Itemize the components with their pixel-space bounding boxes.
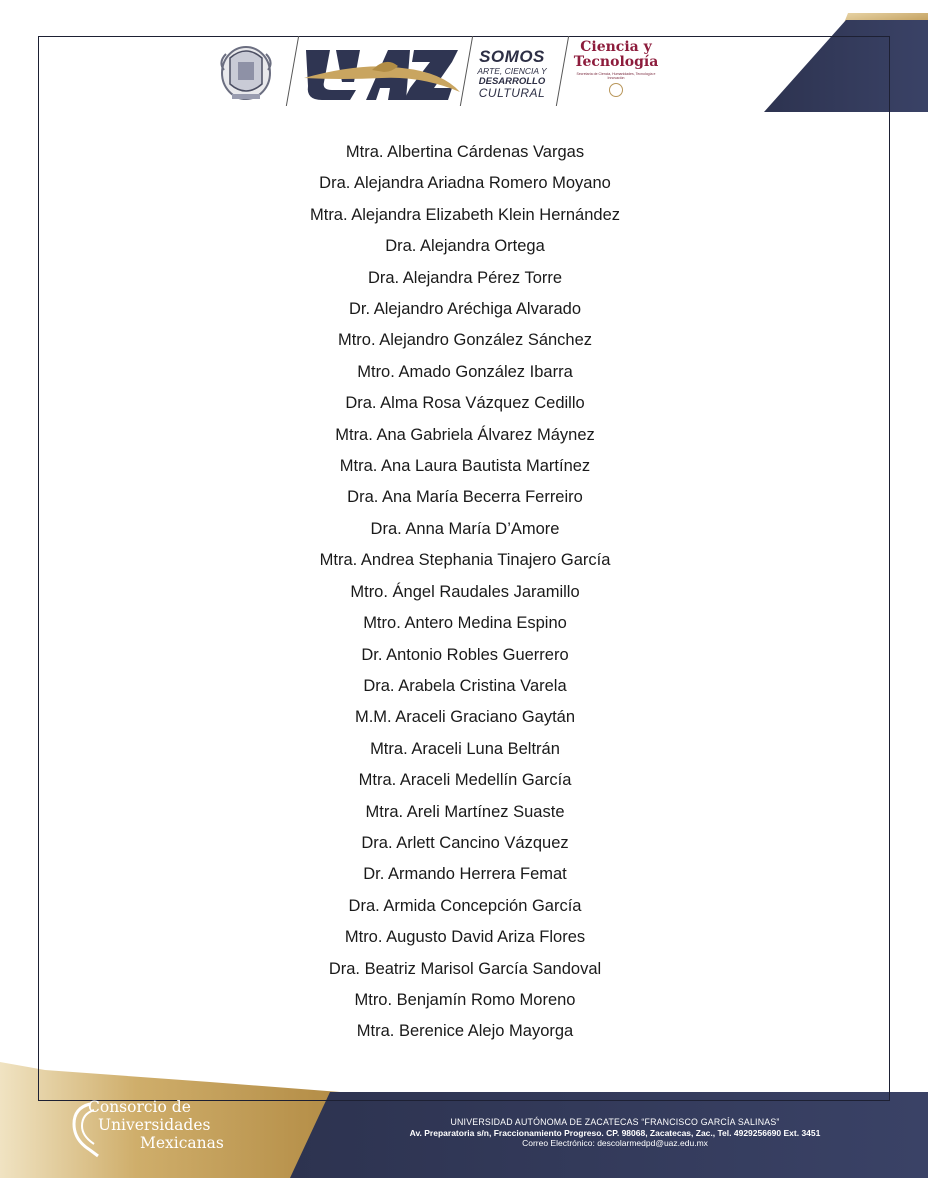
consorcio-line-2: Universidades — [98, 1116, 211, 1134]
list-item: Dra. Alejandra Ortega — [385, 237, 545, 256]
list-item: M.M. Araceli Graciano Gaytán — [354, 708, 576, 727]
uaz-logo — [302, 42, 462, 104]
list-item: Dra. Arabela Cristina Varela — [363, 676, 567, 695]
list-item: Dra. Alejandra Ariadna Romero Moyano — [319, 174, 611, 193]
ciencia-subtitle: Secretaría de Ciencia, Humanidades, Tecnología e Innovación — [576, 72, 656, 80]
list-item: Mtra. Andrea Stephania Tinajero García — [319, 551, 611, 570]
list-item: Mtro. Antero Medina Espino — [363, 614, 567, 633]
list-item: Mtro. Amado González Ibarra — [357, 362, 573, 381]
ciencia-tecnologia-logo — [570, 40, 662, 97]
somos-line-4: CULTURAL — [478, 86, 546, 100]
list-item: Mtro. Alejandro González Sánchez — [337, 331, 593, 350]
ciencia-title-line-2: Tecnología — [573, 54, 659, 70]
list-item: Mtro. Benjamín Romo Moreno — [354, 990, 576, 1009]
names-list — [140, 137, 790, 1048]
list-item: Dr. Alejandro Aréchiga Alvarado — [348, 300, 582, 319]
ciencia-title-line-1: Ciencia y — [580, 39, 652, 55]
list-item: Dr. Armando Herrera Femat — [363, 865, 567, 884]
list-item: Mtro. Augusto David Ariza Flores — [344, 928, 586, 947]
list-item: Dra. Beatriz Marisol García Sandoval — [328, 959, 602, 978]
list-item: Mtro. Ángel Raudales Jaramillo — [350, 582, 580, 601]
footer-address: Av. Preparatoria s/n, Fraccionamiento Progreso. CP. 98068, Zacatecas, Zac., Tel. 4929256690 Ext. 3451 — [409, 1127, 821, 1138]
list-item: Dra. Armida Concepción García — [348, 896, 582, 915]
list-item: Dra. Arlett Cancino Vázquez — [361, 833, 569, 852]
list-item: Dra. Anna María D’Amore — [370, 519, 560, 538]
list-item: Mtra. Berenice Alejo Mayorga — [356, 1022, 574, 1041]
list-item: Dr. Antonio Robles Guerrero — [361, 645, 569, 664]
list-item: Dra. Ana María Becerra Ferreiro — [347, 488, 583, 507]
list-item: Mtra. Ana Laura Bautista Martínez — [339, 457, 591, 476]
list-item: Mtra. Alejandra Elizabeth Klein Hernández — [309, 205, 620, 224]
somos-logo — [472, 48, 552, 99]
consorcio-line-3: Mexicanas — [140, 1134, 224, 1152]
somos-line-3: DESARROLLO — [478, 75, 546, 87]
list-item: Mtra. Ana Gabriela Álvarez Máynez — [335, 425, 595, 444]
list-item: Dra. Alejandra Pérez Torre — [367, 268, 563, 287]
emblem-icon — [609, 83, 623, 97]
footer-university: UNIVERSIDAD AUTÓNOMA DE ZACATECAS “FRANCISCO GARCÍA SALINAS” — [450, 1117, 780, 1127]
list-item: Mtra. Albertina Cárdenas Vargas — [345, 143, 585, 161]
list-item: Mtra. Araceli Medellín García — [358, 771, 572, 790]
list-item: Mtra. Areli Martínez Suaste — [365, 802, 565, 821]
university-seal-logo — [210, 40, 282, 104]
footer-email: Correo Electrónico: descolarmedpd@uaz.edu.mx — [522, 1138, 708, 1148]
list-item: Dra. Alma Rosa Vázquez Cedillo — [345, 394, 585, 413]
somos-line-2: ARTE, CIENCIA Y — [477, 66, 547, 76]
consorcio-line-1: Consorcio de — [88, 1098, 191, 1116]
somos-title: SOMOS — [479, 47, 545, 66]
footer-info — [380, 1117, 850, 1149]
consorcio-logo — [68, 1098, 268, 1158]
list-item: Mtra. Araceli Luna Beltrán — [370, 739, 560, 758]
